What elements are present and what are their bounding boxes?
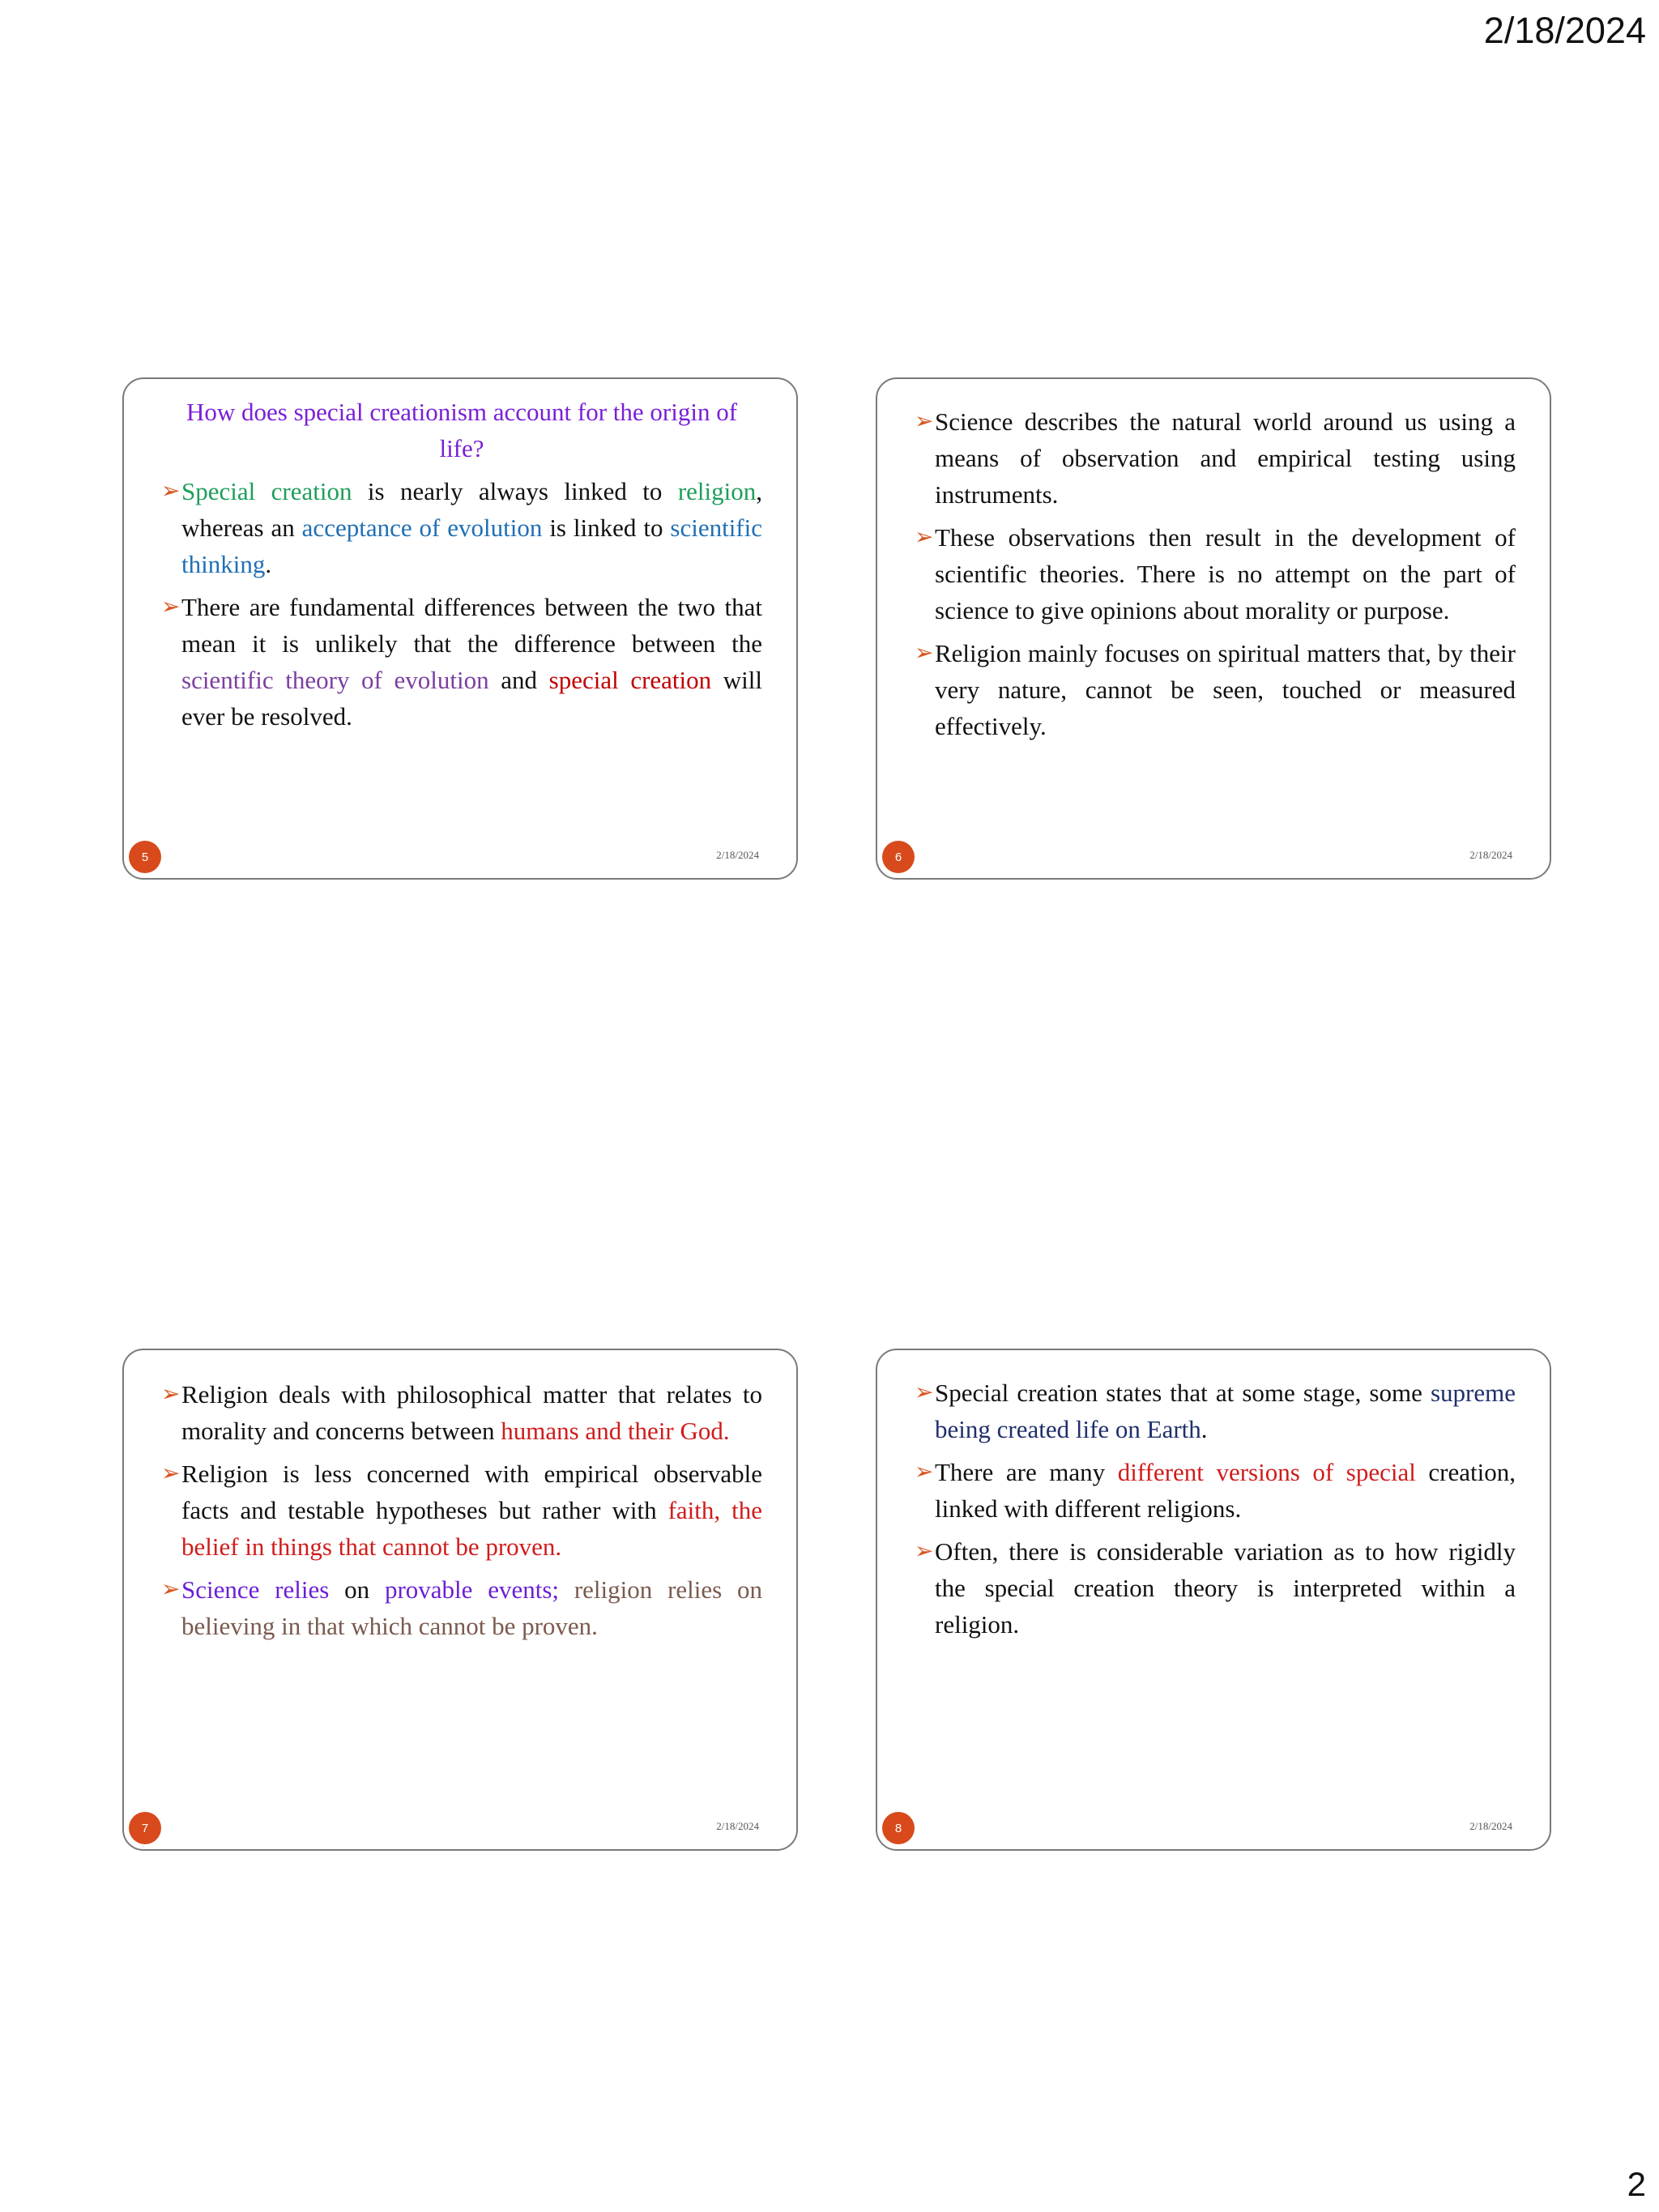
slide-thumbnail	[876, 1349, 1551, 1851]
bullet-point	[915, 635, 1516, 744]
bullet-list	[915, 1375, 1516, 1643]
bullet-text-run: and	[488, 666, 549, 694]
bullet-point	[161, 473, 762, 582]
bullet-point	[915, 1375, 1516, 1447]
arrow-bullet-icon: ➢	[161, 595, 181, 620]
arrow-bullet-icon: ➢	[915, 1380, 934, 1405]
slide-number-badge: 6	[882, 841, 915, 873]
bullet-text-run: Science relies	[181, 1575, 330, 1604]
slide-date: 2/18/2024	[716, 849, 759, 861]
bullet-text-run: .	[265, 550, 272, 578]
bullet-point	[161, 1376, 762, 1449]
slide-date: 2/18/2024	[1469, 1820, 1512, 1832]
bullet-point	[161, 1455, 762, 1565]
arrow-bullet-icon: ➢	[915, 1539, 934, 1564]
arrow-bullet-icon: ➢	[161, 479, 181, 504]
bullet-text-run: special creation	[548, 666, 712, 694]
bullet-text-run: different versions of special	[1117, 1458, 1416, 1486]
bullet-text-run: , whereas an	[181, 477, 763, 542]
bullet-list	[915, 403, 1516, 744]
arrow-bullet-icon: ➢	[915, 641, 934, 666]
bullet-text-run: Religion is less concerned with empirical observable facts and testable hypotheses but rather with	[181, 1460, 762, 1524]
arrow-bullet-icon: ➢	[161, 1461, 181, 1486]
bullet-text-run: Science describes the natural world around us using a means of observation and empirical testing using instruments.	[935, 407, 1516, 509]
bullet-text-run: Religion deals with philosophical matter that relates to morality and concerns between	[181, 1380, 762, 1445]
arrow-bullet-icon: ➢	[915, 409, 934, 434]
page-date: 2/18/2024	[1483, 10, 1646, 51]
bullet-text-run: religion relies on believing in that which cannot be proven.	[181, 1575, 763, 1640]
bullet-text-run: These observations then result in the development of scientific theories. There is no attempt on the part of science to give opinions about morality or purpose.	[935, 523, 1516, 624]
bullet-text-run: provable events;	[384, 1575, 560, 1604]
bullet-text-run: .	[723, 1417, 730, 1445]
slide-title: How does special creationism account for the origin of life?	[186, 398, 738, 462]
bullet-text-run: acceptance of evolution	[301, 514, 543, 542]
slide-content	[915, 1375, 1516, 1649]
arrow-bullet-icon: ➢	[161, 1382, 181, 1407]
bullet-text-run: Special creation states that at some stage, some	[935, 1379, 1431, 1407]
bullet-point	[915, 1533, 1516, 1643]
bullet-text-run: humans and their God	[501, 1417, 723, 1445]
bullet-text-run: faith, the belief in things that cannot be proven.	[181, 1496, 762, 1561]
slide-date: 2/18/2024	[716, 1820, 759, 1832]
bullet-text-run: religion	[677, 477, 757, 505]
page-number: 2	[1627, 2165, 1646, 2203]
bullet-text-run: Often, there is considerable variation as to how rigidly the special creation theory is interpreted within a religion.	[935, 1537, 1516, 1639]
slide-thumbnail	[876, 377, 1551, 880]
bullet-point	[915, 403, 1516, 513]
slide-number-badge: 5	[129, 841, 161, 873]
slide-number-badge: 7	[129, 1812, 161, 1844]
slide-content	[161, 1376, 762, 1651]
arrow-bullet-icon: ➢	[915, 525, 934, 550]
bullet-text-run: is linked to	[542, 514, 671, 542]
bullet-point	[915, 1454, 1516, 1527]
slide-thumbnail	[122, 377, 798, 880]
slide-content	[915, 403, 1516, 751]
bullet-text-run: on	[329, 1575, 385, 1604]
slide-date: 2/18/2024	[1469, 849, 1512, 861]
arrow-bullet-icon: ➢	[161, 1577, 181, 1602]
bullet-text-run: supreme being created life on Earth	[935, 1379, 1516, 1443]
bullet-text-run: creation, linked with different religions.	[935, 1458, 1516, 1523]
bullet-text-run: scientific thinking	[181, 514, 763, 578]
arrow-bullet-icon: ➢	[915, 1460, 934, 1485]
bullet-point	[161, 1571, 762, 1644]
bullet-text-run: scientific theory of evolution	[181, 666, 489, 694]
slide-number-badge: 8	[882, 1812, 915, 1844]
bullet-text-run: Religion mainly focuses on spiritual matters that, by their very nature, cannot be seen, touched or measured effectively.	[935, 639, 1516, 740]
slide-thumbnail	[122, 1349, 798, 1851]
bullet-point	[915, 519, 1516, 629]
bullet-point	[161, 589, 762, 735]
bullet-list	[161, 473, 762, 735]
bullet-text-run: Special creation	[181, 477, 352, 505]
bullet-text-run: .	[1201, 1415, 1208, 1443]
bullet-text-run: is nearly always linked to	[352, 477, 678, 505]
bullet-text-run: There are fundamental differences between the two that mean it is unlikely that the difference between the	[181, 593, 762, 658]
bullet-list	[161, 1376, 762, 1644]
bullet-text-run: will ever be resolved.	[181, 666, 763, 731]
slide-content	[161, 394, 762, 741]
bullet-text-run: There are many	[935, 1458, 1118, 1486]
